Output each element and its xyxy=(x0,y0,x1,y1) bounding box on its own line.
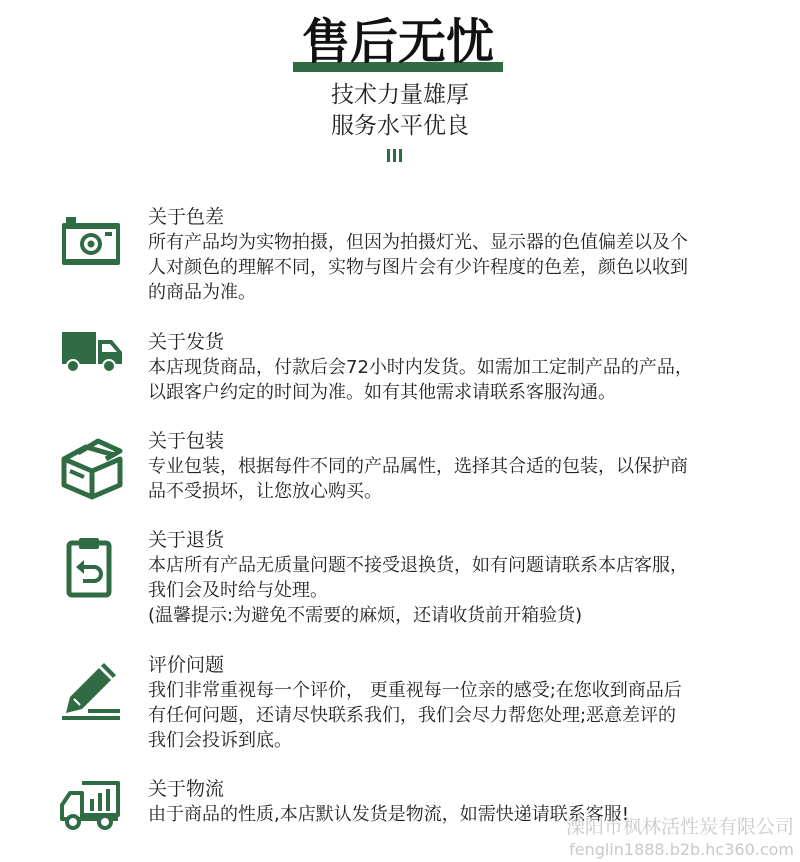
section-heading: 关于色差 xyxy=(148,206,225,228)
section-line: 本店现货商品，付款后会72小时内发货。如需加工定制产品的产品， xyxy=(148,357,693,378)
divider-mark xyxy=(387,149,403,163)
package-box-icon xyxy=(60,437,124,497)
section-line: 专业包装，根据每件不同的产品属性，选择其合适的包装，以保护商 xyxy=(148,456,688,477)
section-line: 我们非常重视每一个评价， 更重视每一位亲的感受;在您收到商品后 xyxy=(148,680,682,701)
section-line: (温馨提示:为避免不需要的麻烦，还请收货前开箱验货) xyxy=(148,605,583,626)
section-line: 品不受损坏，让您放心购买。 xyxy=(148,481,382,502)
section-heading: 评价问题 xyxy=(148,654,225,676)
section-line: 的商品为准。 xyxy=(148,282,256,303)
subtitle-line-2: 服务水平优良 xyxy=(331,113,469,139)
watermark-company: 溧阳市枫林活性炭有限公司 xyxy=(565,816,794,838)
section-text xyxy=(148,429,778,504)
section-line: 本店所有产品无质量问题不接受退换货，如有问题请联系本店客服， xyxy=(148,555,688,576)
section-text xyxy=(148,528,778,628)
watermark-site: fenglin1888.b2b.hc360.com xyxy=(569,840,794,859)
section-heading: 关于发货 xyxy=(148,331,225,353)
section-line: 我们会投诉到底。 xyxy=(148,730,292,751)
logistics-truck-icon xyxy=(60,779,124,839)
section-line: 人对颜色的理解不同，实物与图片会有少许程度的色差，颜色以收到 xyxy=(148,257,688,278)
section-heading: 关于包装 xyxy=(148,430,225,452)
section-text xyxy=(148,330,778,405)
section-heading: 关于物流 xyxy=(148,778,225,800)
section-line: 有任何问题，还请尽快联系我们，我们会尽力帮您处理;恶意差评的 xyxy=(148,705,677,726)
section-line: 所有产品均为实物拍摄，但因为拍摄灯光、显示器的色值偏差以及个 xyxy=(148,232,688,253)
section-line: 由于商品的性质,本店默认发货是物流，如需快递请联系客服! xyxy=(148,804,629,825)
title-block xyxy=(293,16,503,74)
return-clipboard-icon xyxy=(66,536,130,596)
section-text xyxy=(148,205,778,305)
page-title: 售后无忧 xyxy=(301,14,494,70)
pencil-icon xyxy=(60,659,124,719)
delivery-truck-icon xyxy=(60,330,124,390)
section-heading: 关于退货 xyxy=(148,529,225,551)
subtitle-line-1: 技术力量雄厚 xyxy=(331,82,469,108)
header xyxy=(0,0,800,170)
section-line: 以跟客户约定的时间为准。如有其他需求请联系客服沟通。 xyxy=(148,382,616,403)
section-line: 我们会及时给与处理。 xyxy=(148,580,328,601)
camera-icon xyxy=(60,213,124,273)
section-text xyxy=(148,653,778,753)
